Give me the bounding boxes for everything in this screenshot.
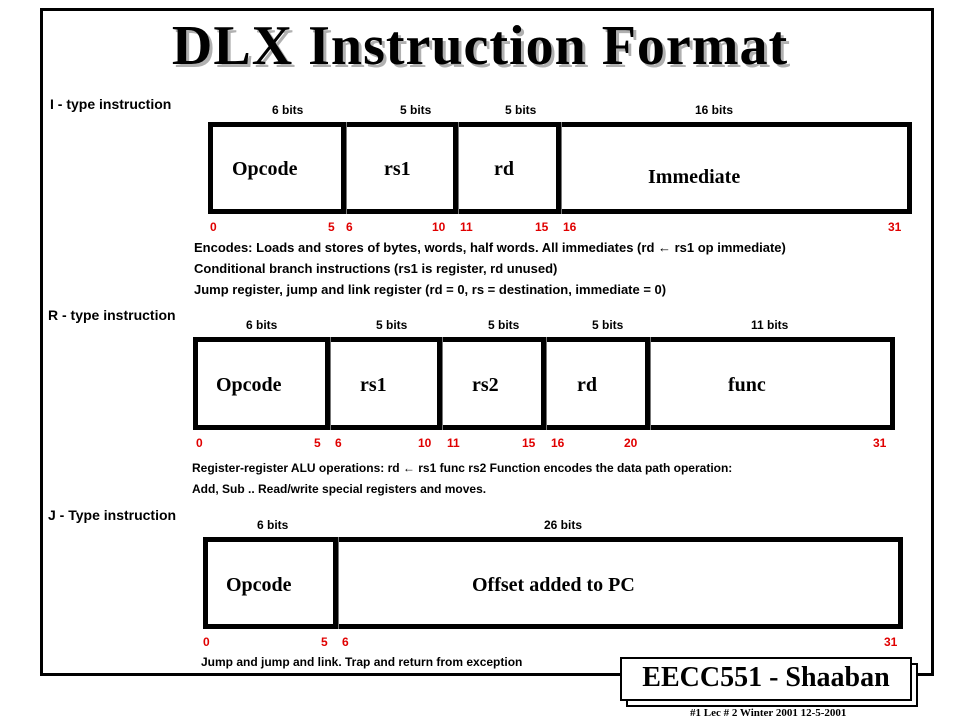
rtype-bits-func: 11 bits [751,318,789,332]
itype-desc-line: Jump register, jump and link register (rd = 0, rs = destination, immediate = 0) [194,282,667,297]
itype-bits-rd: 5 bits [505,103,537,117]
itype-bits-rs1: 5 bits [400,103,432,117]
jtype-pos: 6 [342,635,349,649]
itype-field-opcode: Opcode [232,158,298,180]
itype-pos: 10 [432,220,446,234]
itype-field-rd: rd [494,158,514,180]
itype-pos: 11 [460,220,473,234]
rtype-divider-1 [325,337,330,430]
jtype-divider-1 [333,537,338,629]
rtype-divider-3 [541,337,546,430]
footer-lecture-info: #1 Lec # 2 Winter 2001 12-5-2001 [690,707,847,719]
rtype-bits-rs2: 5 bits [488,318,520,332]
jtype-bits-opcode: 6 bits [257,518,289,532]
itype-divider-2 [453,122,458,214]
itype-pos: 5 [328,220,335,234]
rtype-pos: 31 [873,436,887,450]
itype-label: I - type instruction [50,96,172,112]
rtype-field-rs2: rs2 [472,374,499,396]
rtype-field-opcode: Opcode [216,374,282,396]
jtype-pos: 0 [203,635,210,649]
rtype-pos: 6 [335,436,342,450]
rtype-bits-rd: 5 bits [592,318,624,332]
rtype-pos: 16 [551,436,565,450]
rtype-label: R - type instruction [48,307,176,323]
jtype-field-opcode: Opcode [226,574,292,596]
itype-pos: 0 [210,220,217,234]
rtype-pos: 5 [314,436,321,450]
itype-divider-1 [341,122,346,214]
rtype-pos: 10 [418,436,432,450]
rtype-divider-4 [645,337,650,430]
itype-desc-line: Conditional branch instructions (rs1 is register, rd unused) [194,261,558,276]
rtype-desc-line: Add, Sub .. Read/write special registers and moves. [192,482,487,496]
jtype-field-offset: Offset added to PC [472,574,635,596]
jtype-pos: 5 [321,635,328,649]
rtype-field-rs1: rs1 [360,374,387,396]
itype-pos: 15 [535,220,549,234]
itype-desc-line: Encodes: Loads and stores of bytes, words, half words. All immediates (rd ← rs1 op immediate) [194,240,786,255]
rtype-bits-opcode: 6 bits [246,318,278,332]
rtype-divider-2 [437,337,442,430]
rtype-pos: 20 [624,436,638,450]
itype-pos: 31 [888,220,902,234]
footer-badge-text: EECC551 - Shaaban [642,662,890,693]
itype-field-immediate: Immediate [648,166,741,188]
itype-divider-3 [556,122,561,214]
itype-bits-immediate: 16 bits [695,103,734,117]
rtype-field-rd: rd [577,374,597,396]
jtype-desc-line: Jump and jump and link. Trap and return from exception [201,655,523,669]
rtype-pos: 15 [522,436,536,450]
footer-badge [620,657,912,701]
itype-pos: 6 [346,220,353,234]
rtype-pos: 0 [196,436,203,450]
rtype-field-func: func [728,374,766,396]
jtype-pos: 31 [884,635,898,649]
slide-title: DLX Instruction Format [171,15,789,77]
itype-bits-opcode: 6 bits [272,103,304,117]
rtype-desc-line: Register-register ALU operations: rd ← rs1 func rs2 Function encodes the data path operation: [192,461,733,475]
itype-field-rs1: rs1 [384,158,411,180]
jtype-bits-offset: 26 bits [544,518,583,532]
rtype-pos: 11 [447,436,460,450]
jtype-label: J - Type instruction [48,507,177,523]
rtype-bits-rs1: 5 bits [376,318,408,332]
itype-pos: 16 [563,220,577,234]
